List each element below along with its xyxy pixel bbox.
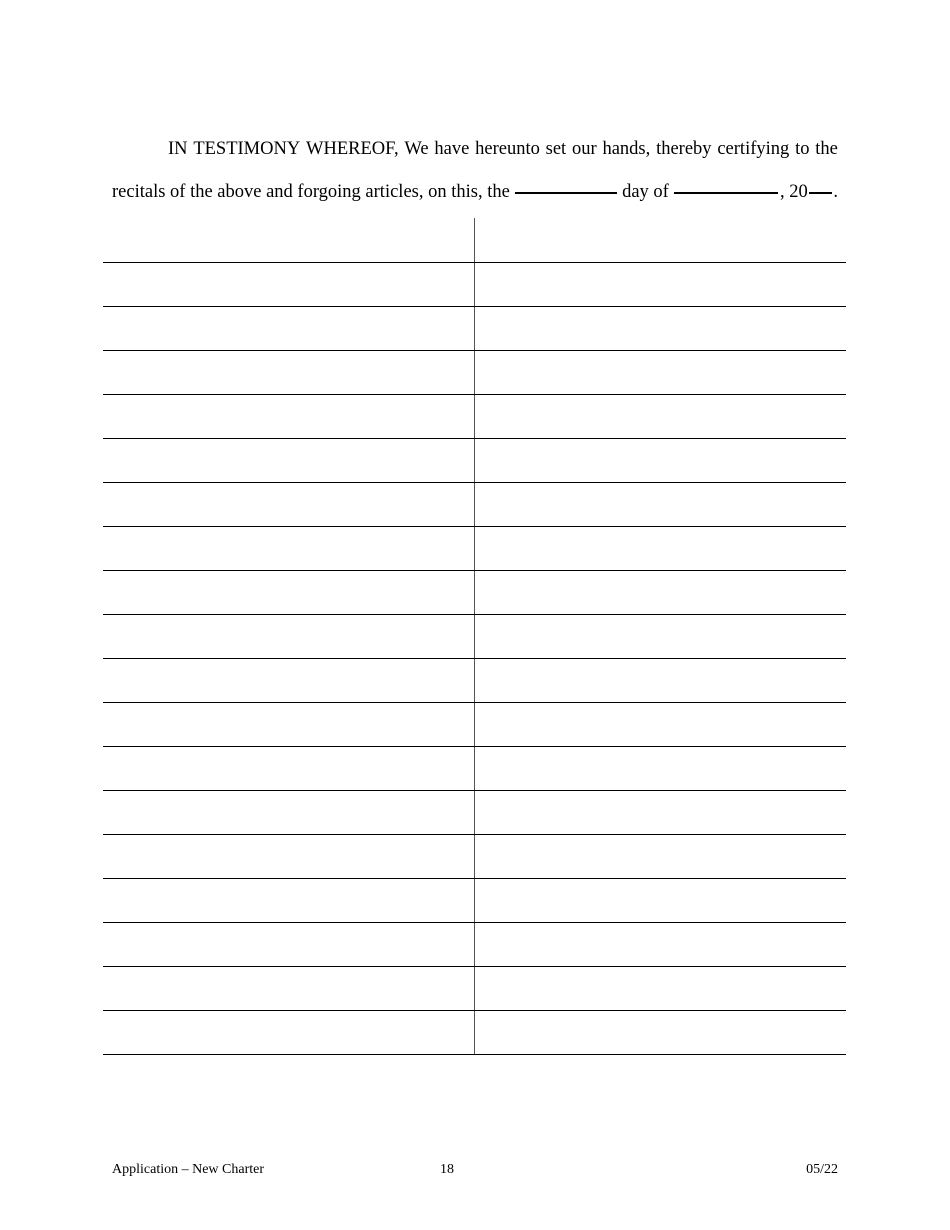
signature-field-left[interactable] (103, 264, 474, 307)
signature-row (103, 614, 846, 615)
signature-field-left[interactable] (103, 396, 474, 439)
signature-field-right[interactable] (475, 264, 846, 307)
testimony-line-2 (112, 171, 838, 214)
signature-row (103, 262, 846, 263)
recitals-text: recitals of the above and forgoing articles, on this, the (112, 182, 510, 202)
signature-row (103, 1054, 846, 1055)
signature-field-left[interactable] (103, 880, 474, 923)
year-prefix-text: , 20 (779, 182, 808, 202)
footer-page-number: 18 (440, 1162, 454, 1177)
signature-field-left[interactable] (103, 924, 474, 967)
signature-field-right[interactable] (475, 220, 846, 263)
signature-field-right[interactable] (475, 484, 846, 527)
signature-field-right[interactable] (475, 660, 846, 703)
testimony-word: certifying (717, 139, 790, 159)
footer-revision: 05/22 (806, 1162, 838, 1177)
signature-row (103, 350, 846, 351)
signature-field-left[interactable] (103, 660, 474, 703)
testimony-word: have (434, 139, 470, 159)
year-blank[interactable] (809, 191, 833, 194)
signature-row (103, 526, 846, 527)
signature-field-left[interactable] (103, 528, 474, 571)
testimony-word: thereby (656, 139, 712, 159)
testimony-word: hereunto (475, 139, 540, 159)
testimony-line-1 (112, 128, 838, 171)
signature-field-right[interactable] (475, 704, 846, 747)
day-blank[interactable] (515, 191, 617, 194)
signature-field-right[interactable] (475, 440, 846, 483)
signature-row (103, 746, 846, 747)
testimony-word: our (572, 139, 597, 159)
signature-field-right[interactable] (475, 924, 846, 967)
signature-field-left[interactable] (103, 308, 474, 351)
testimony-word: set (545, 139, 567, 159)
signature-row (103, 790, 846, 791)
signature-field-right[interactable] (475, 968, 846, 1011)
signature-field-left[interactable] (103, 836, 474, 879)
signature-field-right[interactable] (475, 836, 846, 879)
signature-field-left[interactable] (103, 968, 474, 1011)
testimony-word: to (795, 139, 810, 159)
signature-field-right[interactable] (475, 572, 846, 615)
signature-field-right[interactable] (475, 352, 846, 395)
signature-field-left[interactable] (103, 704, 474, 747)
signature-row (103, 1010, 846, 1011)
signature-field-right[interactable] (475, 616, 846, 659)
testimony-word: the (815, 139, 838, 159)
sentence-end: . (833, 182, 838, 202)
signature-field-left[interactable] (103, 484, 474, 527)
signature-field-left[interactable] (103, 1012, 474, 1055)
testimony-word: TESTIMONY (193, 139, 301, 159)
testimony-paragraph (112, 128, 838, 214)
signature-row (103, 394, 846, 395)
signature-field-right[interactable] (475, 528, 846, 571)
signature-row (103, 966, 846, 967)
signature-field-right[interactable] (475, 1012, 846, 1055)
signature-field-right[interactable] (475, 748, 846, 791)
signature-field-left[interactable] (103, 220, 474, 263)
signature-field-right[interactable] (475, 792, 846, 835)
signature-row (103, 878, 846, 879)
signature-field-left[interactable] (103, 748, 474, 791)
signature-row (103, 834, 846, 835)
signature-row (103, 658, 846, 659)
testimony-word: WHEREOF, (306, 139, 399, 159)
month-blank[interactable] (674, 191, 778, 194)
testimony-word: We (404, 139, 429, 159)
signature-field-right[interactable] (475, 396, 846, 439)
signature-field-left[interactable] (103, 792, 474, 835)
signature-row (103, 922, 846, 923)
signature-row (103, 702, 846, 703)
signature-field-right[interactable] (475, 308, 846, 351)
signature-field-left[interactable] (103, 572, 474, 615)
footer-title: Application – New Charter (112, 1162, 265, 1177)
testimony-word: hands, (602, 139, 651, 159)
signature-field-right[interactable] (475, 880, 846, 923)
testimony-word: IN (168, 139, 188, 159)
signature-row (103, 482, 846, 483)
signature-field-left[interactable] (103, 616, 474, 659)
signature-row (103, 570, 846, 571)
signature-field-left[interactable] (103, 352, 474, 395)
day-of-text: day of (622, 182, 669, 202)
signature-row (103, 306, 846, 307)
signature-field-left[interactable] (103, 440, 474, 483)
signature-row (103, 438, 846, 439)
